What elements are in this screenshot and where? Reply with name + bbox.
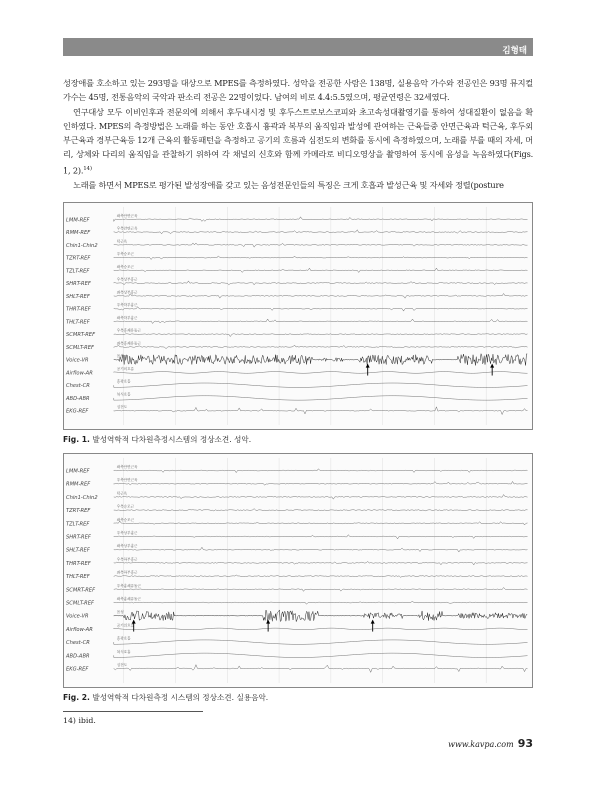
figure-1-caption bbox=[63, 434, 251, 445]
channel-trace bbox=[114, 610, 527, 622]
channel-trace bbox=[114, 535, 528, 539]
figure-2-polygraph bbox=[63, 453, 533, 688]
running-header-author: 김형태 bbox=[502, 46, 527, 56]
channel-label: 우측안면근육 bbox=[116, 478, 138, 483]
channel-name: Chin1-Chin2 bbox=[65, 242, 98, 249]
paragraph-2-text: 연구대상 모두 이비인후과 전문의에 의해서 후두내시경 및 후두스트로보스코피와 초고속성대촬영기를 통하여 성대질환이 없음을 확인하였다. MPES의 측정방법은 노래를 하는 동안 호흡시 흉곽과 복부의 움직임과 발성에 관여하는 근육들중 안면근육과 턱근육, 후두외부근육과 경부근육등 12개 근육의 활동패턴을 측정하고 공기의 흐름과 심전도의 변화를 동시에 측정하였으며, 노래를 부를 때의 자세, 머리, 상체와 다리의 움직임을 관찰하기 위하여 각 채널의 신호와 함께 카메라로 비디오영상을 촬영하여 동시에 음성을 녹음하였다(Figs. 1, 2). bbox=[63, 106, 533, 176]
channel-label: 좌측상부흉근 bbox=[116, 290, 138, 295]
channel-name: LMM-REF bbox=[65, 468, 90, 475]
channel-label: 복식호흡 bbox=[116, 392, 131, 397]
channel-name: THRT-REF bbox=[65, 306, 91, 313]
annotation-arrowhead bbox=[132, 620, 136, 624]
channel-label: 좌측상부흉근 bbox=[116, 544, 138, 549]
paragraph-3: 노래를 하면서 MPES로 평가된 발성장애를 갖고 있는 음성전문인들의 특징은 크게 호흡과 발성근육 및 자세와 정렬(posture bbox=[73, 179, 504, 190]
channel-label: 우측상부흉근 bbox=[116, 531, 138, 536]
channel-trace bbox=[114, 307, 528, 311]
channel-label: 음성 bbox=[116, 354, 124, 359]
channel-label: 우측하부흉근 bbox=[116, 303, 138, 308]
channel-name: THLT-REF bbox=[65, 574, 90, 581]
channel-name: SHLT-REF bbox=[65, 547, 90, 554]
channel-name: Chest-CR bbox=[65, 383, 90, 390]
channel-trace bbox=[114, 665, 528, 673]
figure-2-traces bbox=[64, 454, 532, 687]
channel-label: 좌측흉쇄유돌근 bbox=[116, 341, 141, 346]
channel-trace bbox=[114, 601, 528, 604]
channel-trace bbox=[114, 383, 528, 387]
channel-label: 흉곽호흡 bbox=[116, 636, 131, 641]
channel-name: TZLT-REF bbox=[65, 521, 90, 528]
channel-name: Airflow-AR bbox=[65, 626, 93, 633]
channel-label: 좌측승모근 bbox=[116, 264, 135, 269]
footnote-rule bbox=[63, 711, 203, 712]
channel-label: 좌측하부흉근 bbox=[116, 315, 138, 320]
channel-label: 우측상부흉근 bbox=[116, 277, 138, 282]
footnote: 14) ibid. bbox=[63, 716, 96, 725]
channel-name: THLT-REF bbox=[65, 319, 90, 326]
channel-trace bbox=[114, 319, 528, 324]
channel-label: 흉곽호흡 bbox=[116, 379, 131, 384]
channel-trace bbox=[114, 334, 528, 337]
channel-label: 우측승모근 bbox=[116, 252, 135, 257]
channel-label: 우측흉쇄유돌근 bbox=[116, 583, 141, 588]
channel-label: 심전도 bbox=[116, 405, 128, 410]
channel-label: 우측하부흉근 bbox=[116, 557, 138, 562]
channel-name: TZLT-REF bbox=[65, 268, 90, 275]
page-footer bbox=[448, 737, 533, 750]
channel-trace bbox=[114, 628, 528, 630]
channel-trace bbox=[114, 345, 528, 349]
channel-label: 우측승모근 bbox=[116, 504, 135, 509]
channel-trace bbox=[114, 354, 527, 366]
channel-label: 턱근육 bbox=[116, 491, 128, 496]
channel-label: 음성 bbox=[116, 610, 124, 615]
channel-name: SCMRT-REF bbox=[65, 332, 96, 339]
channel-name: ABD-ABR bbox=[65, 395, 90, 402]
figure-1-polygraph bbox=[63, 202, 533, 430]
channel-trace bbox=[114, 256, 528, 260]
annotation-arrowhead bbox=[366, 364, 370, 368]
channel-trace bbox=[114, 469, 528, 473]
channel-trace bbox=[114, 217, 528, 222]
channel-trace bbox=[114, 588, 528, 592]
figure-1-traces bbox=[64, 203, 532, 429]
channel-trace bbox=[114, 547, 528, 552]
channel-trace bbox=[114, 509, 528, 511]
channel-name: EKG-REF bbox=[65, 408, 89, 415]
figure-1-caption-text: 발성역학적 다차원측정시스템의 정상소견. 성악. bbox=[92, 435, 252, 444]
channel-trace bbox=[114, 495, 528, 500]
header-bar bbox=[63, 38, 533, 56]
channel-label: 좌측승모근 bbox=[116, 517, 135, 522]
channel-name: ABD-ABR bbox=[65, 653, 90, 660]
channel-trace bbox=[114, 293, 528, 298]
channel-trace bbox=[114, 481, 528, 485]
figure-1-caption-label: Fig. 1. bbox=[63, 435, 90, 444]
channel-name: Chin1-Chin2 bbox=[65, 494, 98, 501]
channel-trace bbox=[114, 372, 528, 374]
channel-trace bbox=[114, 561, 528, 564]
paragraph-1: 성장애를 호소하고 있는 293명을 대상으로 MPES를 측정하였다. 성악을 전공한 사람은 138명, 실용음악 가수와 전공인은 93명 뮤지컬가수는 45명, 전통음악의 국악과 판소리 전공은 22명이었다. 남여의 비로 4.4:5.5였으며, 평균연령은 32세였다. bbox=[63, 78, 533, 103]
paragraph-2-footnote-ref: 14) bbox=[83, 165, 92, 172]
channel-name: SCMLT-REF bbox=[65, 344, 94, 351]
channel-name: SCMRT-REF bbox=[65, 587, 96, 594]
channel-label: 좌측안면근육 bbox=[116, 465, 138, 470]
figure-2-caption bbox=[63, 692, 268, 703]
channel-name: LMM-REF bbox=[65, 217, 90, 224]
paragraph-2 bbox=[63, 105, 533, 178]
channel-name: Chest-CR bbox=[65, 640, 90, 647]
channel-name: RMM-REF bbox=[65, 481, 91, 488]
channel-name: RMM-REF bbox=[65, 230, 91, 237]
channel-trace bbox=[114, 575, 528, 577]
channel-label: 좌측하부흉근 bbox=[116, 570, 138, 575]
channel-name: Voice-VR bbox=[65, 613, 89, 620]
channel-label: 공기의흐름 bbox=[116, 623, 135, 628]
annotation-arrowhead bbox=[371, 620, 375, 624]
channel-trace bbox=[114, 281, 528, 285]
body-text bbox=[63, 76, 533, 192]
channel-trace bbox=[114, 407, 528, 415]
channel-name: SHRT-REF bbox=[65, 534, 91, 541]
annotation-arrowhead bbox=[266, 620, 270, 624]
channel-label: 공기의흐름 bbox=[116, 366, 135, 371]
channel-trace bbox=[114, 268, 528, 272]
figure-2-caption-text: 발성역학적 다차원측정 시스템의 정상소견. 실용음악. bbox=[92, 693, 269, 702]
channel-name: EKG-REF bbox=[65, 666, 89, 673]
figure-2-caption-label: Fig. 2. bbox=[63, 693, 90, 702]
channel-trace bbox=[114, 243, 528, 247]
channel-label: 좌측안면근육 bbox=[116, 213, 138, 218]
channel-trace bbox=[114, 230, 528, 234]
footer-url[interactable]: www.kavpa.com bbox=[448, 740, 514, 749]
channel-name: Airflow-AR bbox=[65, 370, 93, 377]
channel-label: 좌측흉쇄유돌근 bbox=[116, 597, 141, 602]
channel-name: TZRT-REF bbox=[65, 255, 91, 262]
channel-name: Voice-VR bbox=[65, 357, 89, 364]
channel-label: 턱근육 bbox=[116, 239, 128, 244]
channel-name: SCMLT-REF bbox=[65, 600, 94, 607]
channel-name: TZRT-REF bbox=[65, 508, 91, 515]
channel-trace bbox=[114, 640, 528, 644]
channel-trace bbox=[114, 653, 528, 657]
channel-name: SHLT-REF bbox=[65, 293, 90, 300]
channel-label: 복식호흡 bbox=[116, 649, 131, 654]
annotation-arrowhead bbox=[490, 364, 494, 368]
channel-label: 우측흉쇄유돌근 bbox=[116, 328, 141, 333]
channel-name: THRT-REF bbox=[65, 560, 91, 567]
channel-label: 우측안면근육 bbox=[116, 226, 138, 231]
channel-trace bbox=[114, 396, 528, 400]
page-number: 93 bbox=[517, 737, 533, 750]
channel-name: SHRT-REF bbox=[65, 281, 91, 288]
channel-trace bbox=[114, 521, 528, 525]
channel-label: 심전도 bbox=[116, 663, 128, 668]
